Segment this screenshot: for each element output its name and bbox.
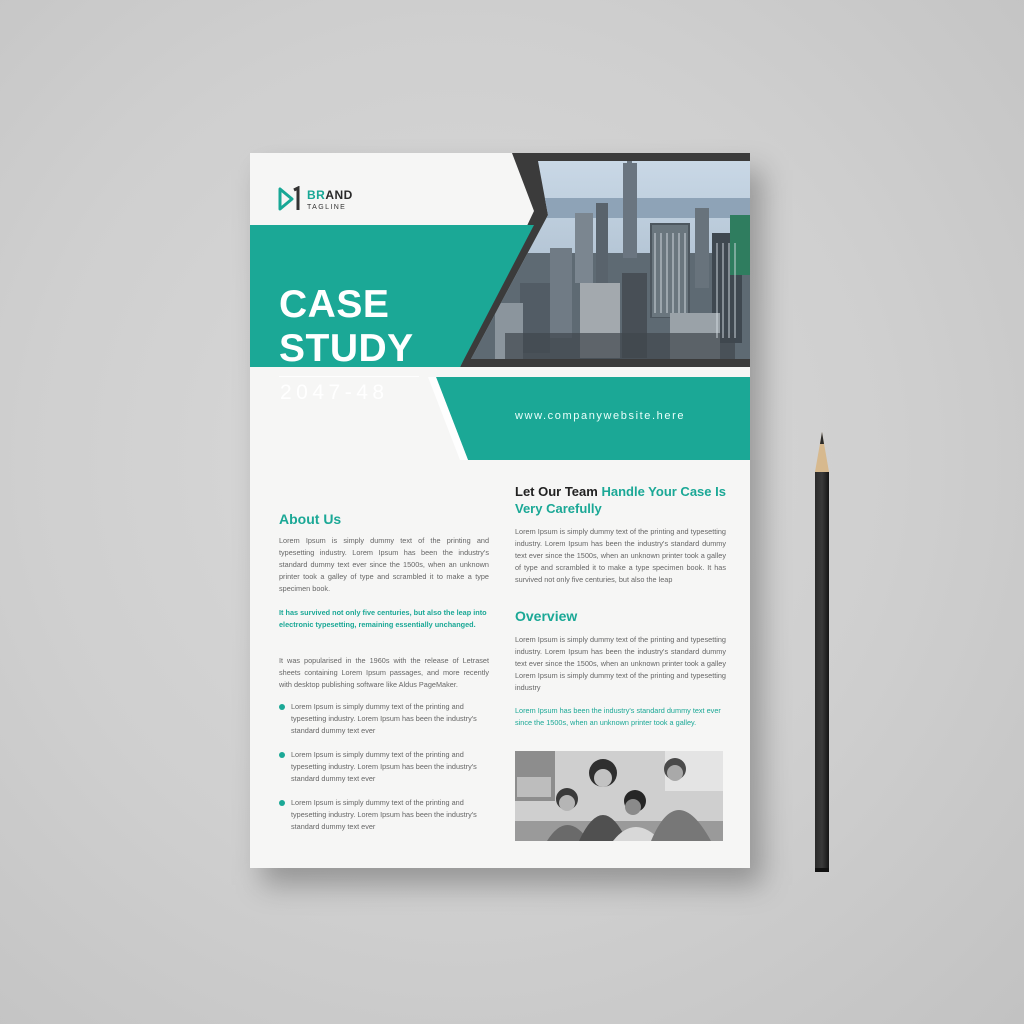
team-heading: Let Our Team Handle Your Case Is Very Carefully [515, 484, 726, 516]
overview-highlight: Lorem Ipsum has been the industry's standard dummy text ever since the 1500s, when an unknown printer took a galley. [515, 706, 721, 727]
bullet-item [279, 797, 489, 833]
title-divider [279, 376, 419, 377]
page-title [279, 283, 414, 371]
bullet-dot-icon [279, 704, 285, 710]
bullet-text: Lorem Ipsum is simply dummy text of the printing and typesetting industry. Lorem Ipsum has been the industry's standard dummy text ever [291, 702, 477, 735]
bullet-dot-icon [279, 800, 285, 806]
about-highlight: It has survived not only five centuries, but also the leap into electronic typesetting, remaining essentially unchanged. [279, 608, 487, 629]
about-paragraph-1: Lorem Ipsum is simply dummy text of the printing and typesetting industry. Lorem Ipsum has been the industry's standard dummy text ever since the 1500s, when an unknown printer took a galley of type and scrambled it to make a type specimen book. [279, 536, 489, 593]
pencil [812, 432, 832, 872]
team-photo [515, 751, 723, 841]
bullet-dot-icon [279, 752, 285, 758]
overview-paragraph: Lorem Ipsum is simply dummy text of the printing and typesetting industry. Lorem Ipsum has been the industry's standard dummy text ever since the 1500s, when an unknown printer took a galley Lorem Ipsum is simply dummy text of the printing and typesetting industry [515, 635, 726, 692]
overview-heading: Overview [515, 608, 578, 624]
bullet-item [279, 749, 489, 785]
about-paragraph-2: It was popularised in the 1960s with the release of Letraset sheets containing Lorem Ipsum passages, and more recently with desktop publishing software like Aldus PageMaker. [279, 656, 489, 689]
website-url: www.companywebsite.here [515, 410, 686, 422]
bullet-item [279, 701, 489, 737]
bullet-text: Lorem Ipsum is simply dummy text of the printing and typesetting industry. Lorem Ipsum has been the industry's standard dummy text ever [291, 750, 477, 783]
brand-tagline: TAGLINE [307, 204, 347, 211]
team-paragraph: Lorem Ipsum is simply dummy text of the printing and typesetting industry. Lorem Ipsum has been the industry's standard dummy text ever since the 1500s, when an unknown printer took a galley of type and scrambled it to make a type specimen book. It has survived not only five centuries, but also the leap [515, 527, 726, 584]
case-study-flyer [250, 153, 750, 868]
about-heading: About Us [279, 511, 342, 527]
title-line-2: STUDY [279, 327, 414, 370]
brand-name: BRAND [307, 188, 353, 202]
title-line-1: CASE [279, 283, 390, 326]
year-label: 2047-48 [280, 381, 389, 404]
bullet-text: Lorem Ipsum is simply dummy text of the printing and typesetting industry. Lorem Ipsum has been the industry's standard dummy text ever [291, 798, 477, 831]
brand-logo-icon [278, 186, 300, 212]
